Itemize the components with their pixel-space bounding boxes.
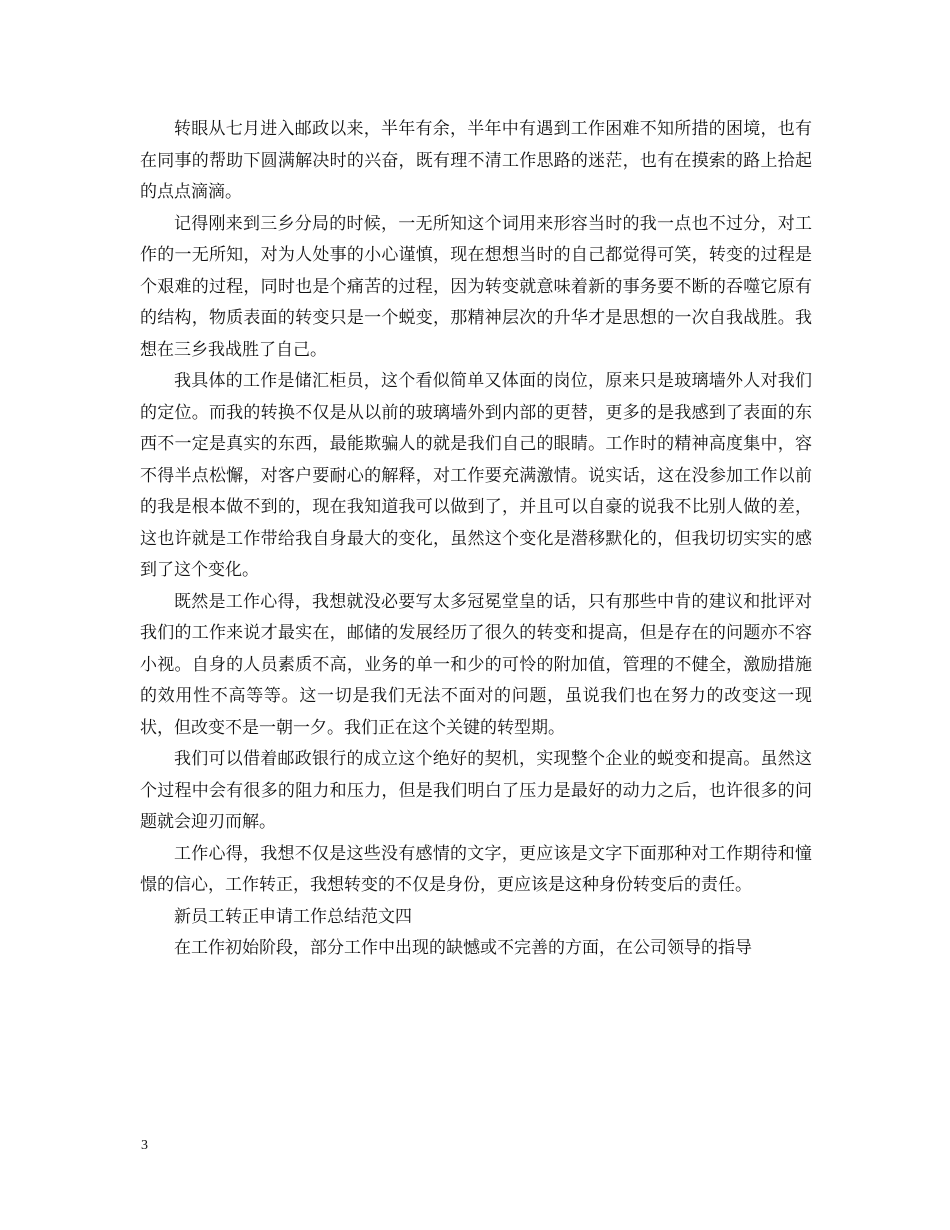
- closing-paragraph: 在工作初始阶段，部分工作中出现的缺憾或不完善的方面，在公司领导的指导: [174, 938, 752, 958]
- paragraph-3: 我具体的工作是储汇柜员，这个看似简单又体面的岗位，原来只是玻璃墙外人对我们的定位。而我的转换不仅是从以前的玻璃墙外到内部的更替，更多的是我感到了表面的东西不一定是真实的东西，最能欺骗人的就是我们自己的眼睛。工作时的精神高度集中，容不得半点松懈，对客户要耐心的解释，对工作要充满激情。说实话，这在没参加工作以前的我是根本做不到的，现在我知道我可以做到了，并且可以自豪的说我不比别人做的差，这也许就是工作带给我自身最大的变化，虽然这个变化是潜移默化的，但我切切实实的感到了这个变化。: [140, 371, 812, 580]
- paragraph-6: 工作心得，我想不仅是这些没有感情的文字，更应该是文字下面那种对工作期待和憧憬的信心，工作转正，我想转变的不仅是身份，更应该是这种身份转变后的责任。: [140, 843, 812, 895]
- paragraph-2: 记得刚来到三乡分局的时候，一无所知这个词用来形容当时的我一点也不过分，对工作的一无所知，对为人处事的小心谨慎，现在想想当时的自己都觉得可笑，转变的过程是个艰难的过程，同时也是个痛苦的过程，因为转变就意味着新的事务要不断的吞噬它原有的结构，物质表面的转变只是一个蜕变，那精神层次的升华才是思想的一次自我战胜。我想在三乡我战胜了自己。: [140, 213, 812, 360]
- paragraph-1: 转眼从七月进入邮政以来，半年有余，半年中有遇到工作困难不知所措的困境，也有在同事的帮助下圆满解决时的兴奋，既有理不清工作思路的迷茫，也有在摸索的路上拾起的点点滴滴。: [140, 119, 812, 202]
- paragraph-4: 既然是工作心得，我想就没必要写太多冠冕堂皇的话，只有那些中肯的建议和批评对我们的工作来说才最实在，邮储的发展经历了很久的转变和提高，但是存在的问题亦不容小视。自身的人员素质不高，业务的单一和少的可怜的附加值，管理的不健全，激励措施的效用性不高等等。这一切是我们无法不面对的问题，虽说我们也在努力的改变这一现状，但改变不是一朝一夕。我们正在这个关键的转型期。: [140, 591, 812, 738]
- document-body: [140, 114, 812, 965]
- section-heading: 新员工转正申请工作总结范文四: [174, 906, 412, 927]
- page-number: 3: [141, 1138, 148, 1153]
- paragraph-5: 我们可以借着邮政银行的成立这个绝好的契机，实现整个企业的蜕变和提高。虽然这个过程中会有很多的阻力和压力，但是我们明白了压力是最好的动力之后，也许很多的问题就会迎刃而解。: [140, 749, 812, 832]
